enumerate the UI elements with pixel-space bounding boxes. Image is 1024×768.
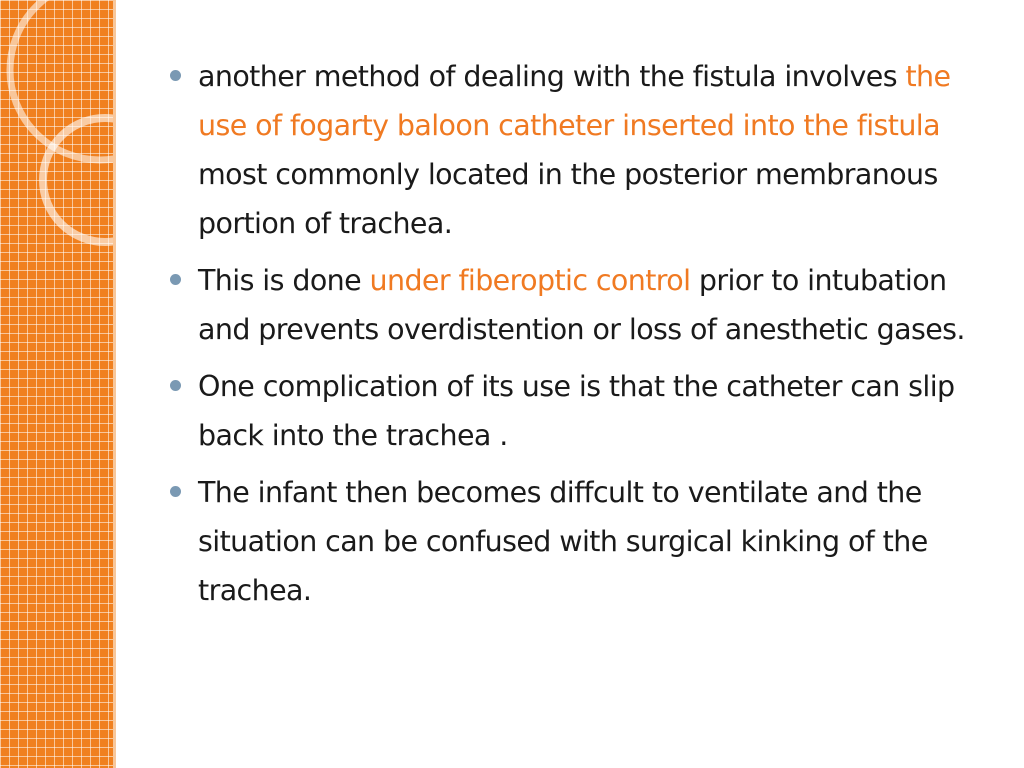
text-segment: This is done [198, 264, 370, 297]
text-segment: most commonly located in the posterior membranous portion of trachea. [198, 158, 938, 240]
bullet-text [198, 60, 950, 240]
bullet-dot-icon [170, 274, 181, 285]
bullet-item [160, 256, 980, 354]
decorative-side-band [0, 0, 113, 768]
bullet-text [198, 476, 928, 607]
decorative-ring-middle [43, 118, 113, 242]
slide-content [160, 52, 980, 623]
bullet-text [198, 264, 965, 346]
bullet-dot-icon [170, 380, 181, 391]
bullet-item [160, 362, 980, 460]
bullet-dot-icon [170, 486, 181, 497]
band-edge-divider [113, 0, 116, 768]
bullet-dot-icon [170, 70, 181, 81]
text-segment: One complication of its use is that the catheter can slip back into the trachea . [198, 370, 955, 452]
decorative-rings [0, 0, 113, 768]
text-segment: The infant then becomes diffcult to ventilate and the situation can be confused with surgical kinking of the trachea. [198, 476, 928, 607]
bullet-item [160, 52, 980, 248]
highlighted-text: under fiberoptic control [369, 264, 691, 297]
bullet-item [160, 468, 980, 615]
highlighted-text: the use of fogarty baloon catheter inserted into the fistula [198, 60, 951, 142]
bullet-text [198, 370, 955, 452]
bullet-list [160, 52, 980, 615]
text-segment: prior to intubation and prevents overdistention or loss of anesthetic gases. [198, 264, 965, 346]
text-segment: another method of dealing with the fistula involves [198, 60, 906, 93]
